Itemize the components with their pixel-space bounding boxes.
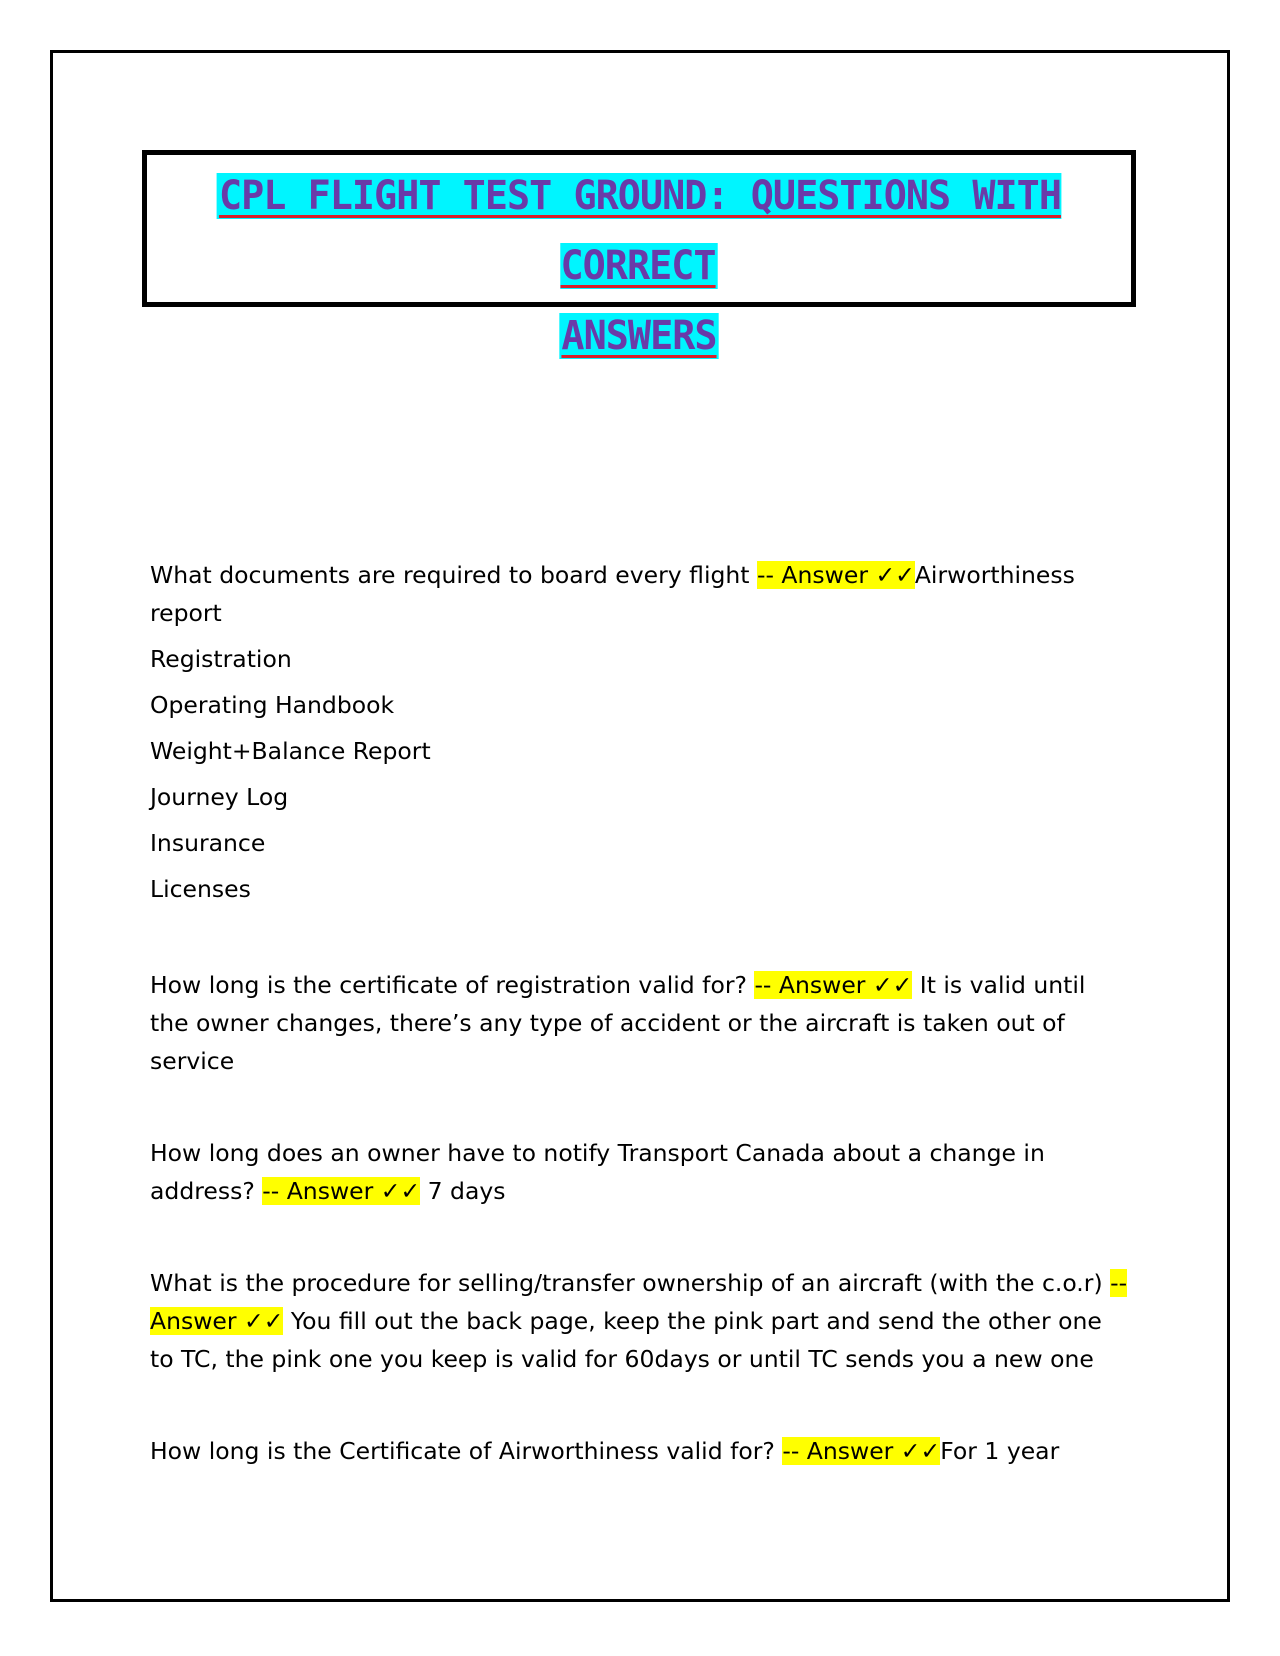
qa-item-5 bbox=[150, 1432, 1130, 1470]
title-line-2: ANSWERS bbox=[561, 313, 717, 359]
answer-marker: -- Answer ✓✓ bbox=[262, 1177, 421, 1205]
answer-text: Airworthiness report bbox=[150, 561, 1075, 627]
qa-item-2 bbox=[150, 966, 1130, 1080]
question-text: What is the procedure for selling/transfer ownership of an aircraft (with the c.o.r) bbox=[150, 1269, 1103, 1297]
qa-content bbox=[150, 556, 1130, 1470]
question-text: How long is the Certificate of Airworthiness valid for? bbox=[150, 1437, 775, 1465]
answer-marker: -- Answer ✓✓ bbox=[782, 1437, 941, 1465]
qa-item-1 bbox=[150, 556, 1130, 632]
document-title bbox=[167, 161, 1112, 371]
answer-text: You fill out the back page, keep the pink part and send the other one to TC, the pink one you keep is valid for 60days or until TC sends you a new one bbox=[150, 1307, 1102, 1373]
title-box bbox=[142, 150, 1136, 359]
answer-marker: -- Answer ✓✓ bbox=[757, 561, 915, 589]
question-text: How long is the certificate of registration valid for? bbox=[150, 971, 747, 999]
list-item: Registration bbox=[150, 645, 292, 673]
list-item: Operating Handbook bbox=[150, 691, 395, 719]
answer-text: For 1 year bbox=[940, 1437, 1060, 1465]
answer-text: 7 days bbox=[427, 1177, 506, 1205]
list-item: Weight+Balance Report bbox=[150, 737, 431, 765]
title-line-1: CPL FLIGHT TEST GROUND: QUESTIONS WITH CORRECT bbox=[218, 173, 1061, 289]
list-item: Insurance bbox=[150, 829, 266, 857]
answer-marker: -- Answer ✓✓ bbox=[754, 971, 913, 999]
question-text: What documents are required to board every flight bbox=[150, 561, 750, 589]
question-text: How long does an owner have to notify Transport Canada about a change in address? bbox=[150, 1139, 1045, 1205]
answer-text: It is valid until the owner changes, there’s any type of accident or the aircraft is taken out of service bbox=[150, 971, 1086, 1075]
list-item: Journey Log bbox=[150, 783, 289, 811]
qa-item-4 bbox=[150, 1264, 1130, 1378]
list-item: Licenses bbox=[150, 875, 251, 903]
qa-item-3 bbox=[150, 1134, 1130, 1210]
answer-marker: -- Answer ✓✓ bbox=[150, 1269, 1128, 1335]
